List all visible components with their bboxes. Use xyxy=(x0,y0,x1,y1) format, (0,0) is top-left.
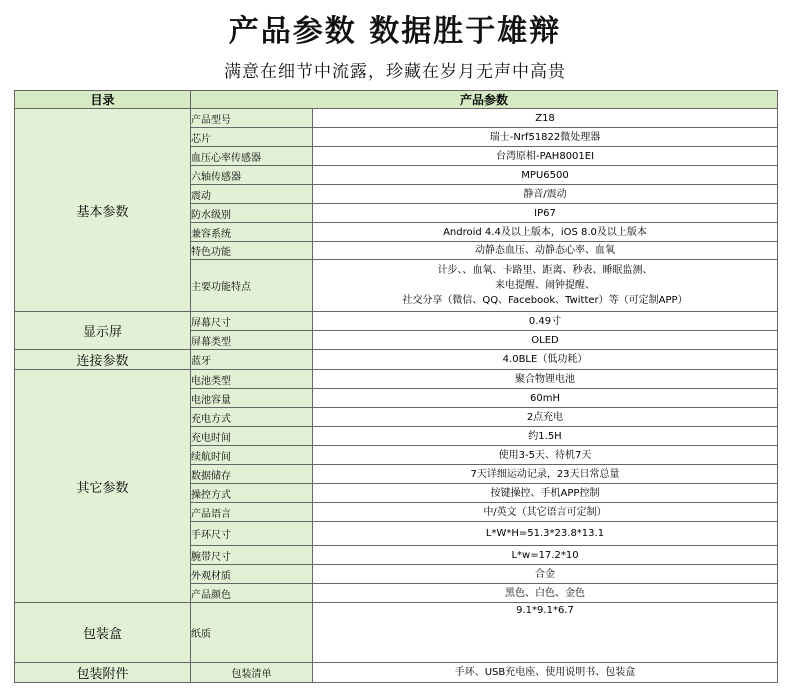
param-value-cell xyxy=(313,260,778,312)
table-row xyxy=(15,370,778,389)
param-value-cell xyxy=(313,465,778,484)
spec-table-body xyxy=(15,109,778,683)
param-value-cell xyxy=(313,603,778,663)
param-value-line: 4.0BLE（低功耗） xyxy=(502,354,588,365)
param-value-cell xyxy=(313,223,778,242)
param-name-cell: 外观材质 xyxy=(191,565,313,584)
param-name-cell: 充电时间 xyxy=(191,427,313,446)
table-row xyxy=(15,603,778,663)
param-name-cell: 手环尺寸 xyxy=(191,522,313,546)
param-value-line: 9.1*9.1*6.7 xyxy=(516,605,574,616)
param-value-line: IP67 xyxy=(534,207,556,219)
param-value-line: Android 4.4及以上版本，iOS 8.0及以上版本 xyxy=(443,226,647,238)
param-value-line: Z18 xyxy=(535,112,555,124)
page-subtitle: 满意在细节中流露，珍藏在岁月无声中高贵 xyxy=(224,62,566,82)
param-name-cell: 续航时间 xyxy=(191,446,313,465)
param-name-cell: 屏幕类型 xyxy=(191,331,313,350)
param-value-line: 台湾原相-PAH8001EI xyxy=(495,150,595,162)
param-value-cell xyxy=(313,427,778,446)
table-row xyxy=(15,663,778,683)
param-value-cell xyxy=(313,370,778,389)
param-name-cell: 产品型号 xyxy=(191,109,313,128)
param-value-cell xyxy=(313,147,778,166)
param-value-cell xyxy=(313,484,778,503)
param-value-line: 静音/震动 xyxy=(523,188,567,200)
param-name-cell: 六轴传感器 xyxy=(191,166,313,185)
param-value-line: 计步、、血氧、卡路里、距离、秒表、睡眠监测、 xyxy=(437,265,653,276)
param-value-cell xyxy=(313,350,778,370)
param-value-line: MPU6500 xyxy=(521,169,569,181)
param-value-cell xyxy=(313,546,778,565)
category-cell: 包装附件 xyxy=(15,663,191,683)
param-name-cell: 震动 xyxy=(191,185,313,204)
category-cell: 包装盒 xyxy=(15,603,191,663)
param-value-line: L*W*H=51.3*23.8*13.1 xyxy=(485,528,605,539)
category-cell: 连接参数 xyxy=(15,350,191,370)
param-value-line: 手环、USB充电座、使用说明书、包装盒 xyxy=(454,667,636,678)
param-name-cell: 主要功能特点 xyxy=(191,260,313,312)
spec-table xyxy=(14,90,778,683)
page-title: 产品参数 数据胜于雄辩 xyxy=(228,14,562,49)
param-value-line: 使用3-5天、待机7天 xyxy=(498,449,592,461)
param-value-cell xyxy=(313,185,778,204)
param-name-cell: 芯片 xyxy=(191,128,313,147)
param-value-cell xyxy=(313,312,778,331)
param-value-line: 2点充电 xyxy=(526,411,564,423)
param-name-cell: 蓝牙 xyxy=(191,350,313,370)
param-value-line: 0.49寸 xyxy=(528,315,562,327)
param-name-cell: 操控方式 xyxy=(191,484,313,503)
table-row xyxy=(15,312,778,331)
param-value-line: 黑色、白色、金色 xyxy=(505,587,585,599)
param-value-line: 7天详细运动记录，23天日常总量 xyxy=(470,468,620,480)
table-row xyxy=(15,109,778,128)
param-value-line: 60mH xyxy=(530,392,560,404)
param-value-line: L*w=17.2*10 xyxy=(511,549,579,561)
param-value-cell xyxy=(313,204,778,223)
param-name-cell: 产品语言 xyxy=(191,503,313,522)
param-name-cell: 腕带尺寸 xyxy=(191,546,313,565)
param-value-cell xyxy=(313,128,778,147)
param-name-cell: 充电方式 xyxy=(191,408,313,427)
param-value-line: 动静态血压、动静态心率、血氧 xyxy=(475,245,615,256)
table-header-row xyxy=(15,91,778,109)
param-value-cell xyxy=(313,389,778,408)
category-cell: 显示屏 xyxy=(15,312,191,350)
param-value-line: 按键操控、手机APP控制 xyxy=(490,487,600,499)
param-value-cell xyxy=(313,565,778,584)
param-name-cell: 包装清单 xyxy=(191,663,313,683)
param-value-line: OLED xyxy=(531,334,559,346)
param-name-cell: 特色功能 xyxy=(191,242,313,260)
param-value-cell xyxy=(313,446,778,465)
header-params: 产品参数 xyxy=(191,91,778,109)
param-name-cell: 电池容量 xyxy=(191,389,313,408)
param-name-cell: 血压心率传感器 xyxy=(191,147,313,166)
param-value-cell xyxy=(313,166,778,185)
param-value-cell xyxy=(313,109,778,128)
param-name-cell: 纸质 xyxy=(191,603,313,663)
param-name-cell: 屏幕尺寸 xyxy=(191,312,313,331)
param-value-cell xyxy=(313,408,778,427)
param-value-cell xyxy=(313,331,778,350)
param-value-cell xyxy=(313,663,778,683)
param-value-cell xyxy=(313,522,778,546)
param-name-cell: 电池类型 xyxy=(191,370,313,389)
param-value-line: 聚合物锂电池 xyxy=(515,373,575,385)
param-value-line: 来电提醒、闹钟提醒、 xyxy=(495,280,595,291)
param-value-cell xyxy=(313,503,778,522)
param-name-cell: 兼容系统 xyxy=(191,223,313,242)
param-value-line: 瑞士-Nrf51822微处理器 xyxy=(489,131,601,143)
param-value-line: 中/英文（其它语言可定制） xyxy=(483,506,607,518)
param-name-cell: 防水级别 xyxy=(191,204,313,223)
param-value-line: 合金 xyxy=(535,568,555,580)
param-value-cell xyxy=(313,242,778,260)
header-catalog: 目录 xyxy=(15,91,191,109)
category-cell: 基本参数 xyxy=(15,109,191,312)
param-value-line: 约1.5H xyxy=(528,430,562,442)
table-row xyxy=(15,350,778,370)
param-name-cell: 产品颜色 xyxy=(191,584,313,603)
param-value-cell xyxy=(313,584,778,603)
param-name-cell: 数据储存 xyxy=(191,465,313,484)
category-cell: 其它参数 xyxy=(15,370,191,603)
param-value-line: 社交分享（微信、QQ、Facebook、Twitter）等（可定制APP） xyxy=(402,295,688,306)
